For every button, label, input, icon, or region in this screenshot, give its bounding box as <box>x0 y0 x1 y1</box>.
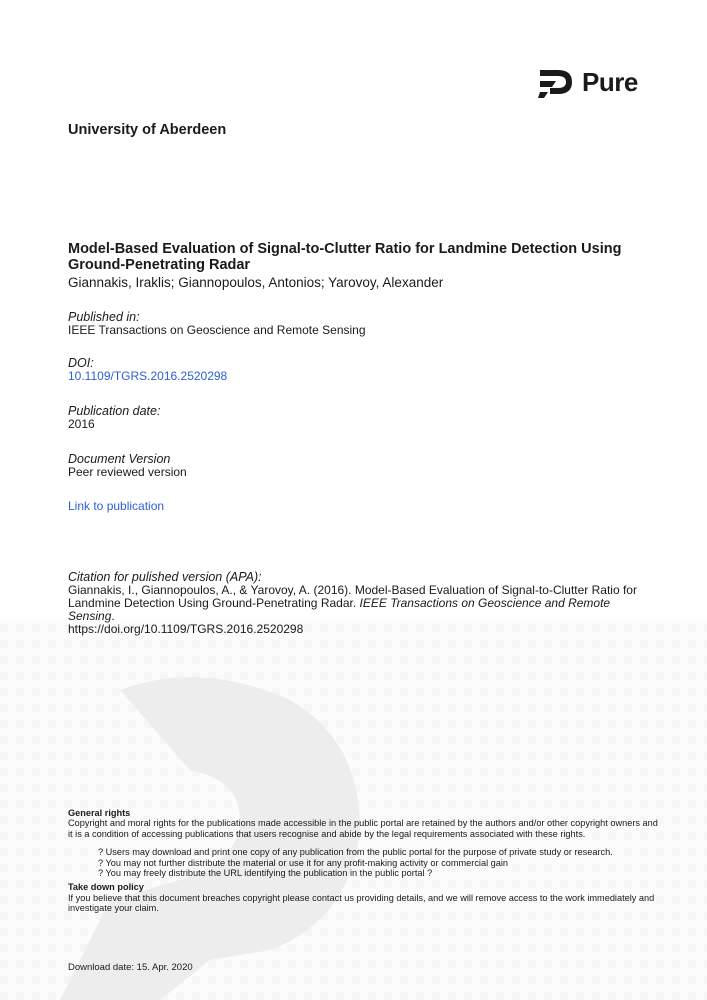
citation-journal: IEEE Transactions on Geoscience and Remote Sensing <box>68 596 611 623</box>
paper-authors: Giannakis, Iraklis; Giannopoulos, Antonios; Yarovoy, Alexander <box>68 275 444 290</box>
citation-label: Citation for pulished version (APA): <box>68 570 262 584</box>
take-down-text: If you believe that this document breaches copyright please contact us providing details, and we will remove access to the work immediately and investigate your claim. <box>68 892 655 914</box>
rights-bullet: ? You may freely distribute the URL identifying the publication in the public portal ? <box>98 868 433 879</box>
logo-text: Pure <box>582 66 638 97</box>
institution-name: University of Aberdeen <box>68 122 227 138</box>
pure-logo-icon <box>536 64 580 100</box>
document-version-value: Peer reviewed version <box>68 465 187 479</box>
pure-logo <box>536 64 638 100</box>
download-date: Download date: 15. Apr. 2020 <box>68 962 193 973</box>
general-rights-heading: General rights <box>68 808 131 818</box>
published-in-value: IEEE Transactions on Geoscience and Remote Sensing <box>68 323 366 337</box>
rights-bullet: ? Users may download and print one copy of any publication from the public portal for the purpose of private study or research. <box>98 847 613 858</box>
paper-title: Model-Based Evaluation of Signal-to-Clutter Ratio for Landmine Detection Using Ground-Penetrating Radar <box>68 241 622 273</box>
document-version-section <box>68 453 187 479</box>
published-in-label: Published in: <box>68 310 140 324</box>
citation-text: Giannakis, I., Giannopoulos, A., & Yarovoy, A. (2016). Model-Based Evaluation of Signal-to-Clutter Ratio for Landmine Detection Using Ground-Penetrating Radar. <box>68 583 637 610</box>
rights-section <box>68 808 663 914</box>
document-version-label: Document Version <box>68 452 171 466</box>
citation-tail: . <box>111 609 115 623</box>
doi-section <box>68 357 227 383</box>
citation-doi-url: https://doi.org/10.1109/TGRS.2016.2520298 <box>68 622 304 636</box>
publication-date-value: 2016 <box>68 417 95 431</box>
doi-label: DOI: <box>68 356 94 370</box>
doi-link[interactable]: 10.1109/TGRS.2016.2520298 <box>68 369 228 383</box>
published-in-section <box>68 311 366 337</box>
rights-bullet: ? You may not further distribute the material or use it for any profit-making activity or commercial gain <box>98 857 509 868</box>
general-rights-text: Copyright and moral rights for the publications made accessible in the public portal are retained by the authors and/or other copyright owners and it is a condition of accessing publications that users recognise and abide by the legal requirements associated with these rights. <box>68 818 658 839</box>
take-down-heading: Take down policy <box>68 882 144 893</box>
link-to-publication[interactable]: Link to publication <box>68 499 165 513</box>
publication-date-label: Publication date: <box>68 404 161 418</box>
publication-date-section <box>68 405 160 431</box>
rights-bullet-list <box>98 847 663 878</box>
citation-section <box>68 571 648 636</box>
